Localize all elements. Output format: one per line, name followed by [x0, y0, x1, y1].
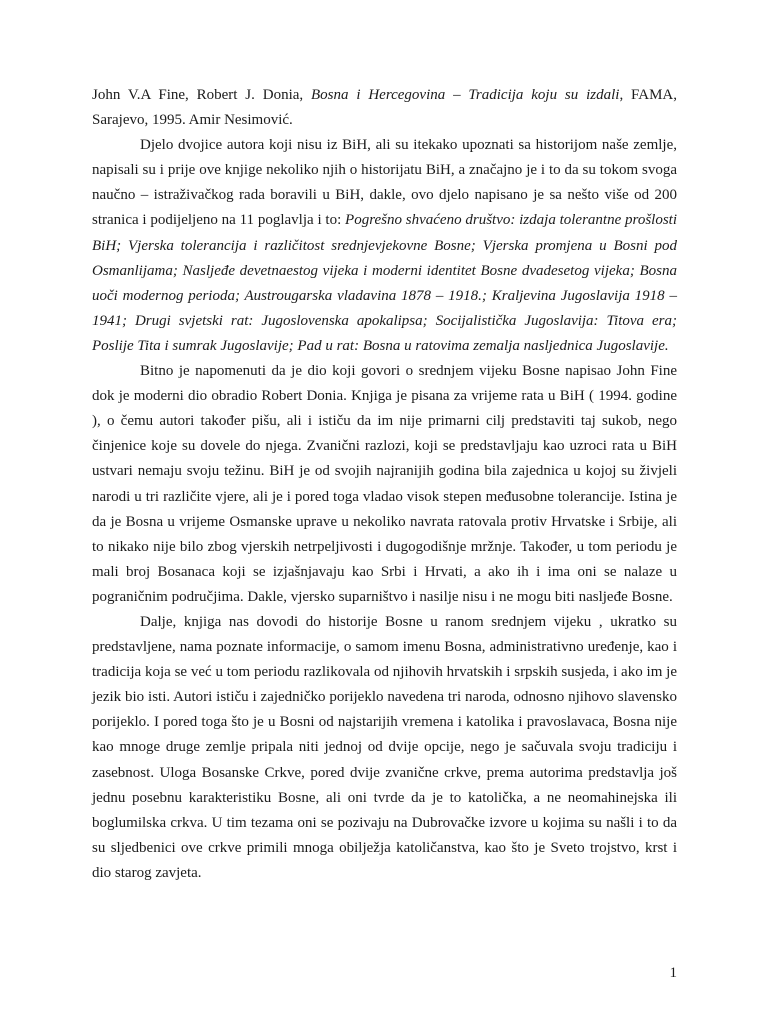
- paragraph-3: Dalje, knjiga nas dovodi do historije Bosne u ranom srednjem vijeku , ukratko su predstavljene, nama poznate informacije, o samom imenu Bosna, administrativno uređenje, kao i tradicija koja se već u tom periodu razlikovala od njihovih hrvatskih i srpskih susjeda, i ako im je jezik bio isti. Autori ističu i zajedničko porijeklo navedena tri naroda, odnosno njihovo slavensko porijeklo. I pored toga što je u Bosni od najstarijih vremena i katolika i pravoslavaca, Bosna nije kao mnoge druge zemlje pripala niti jednoj od dvije opcije, nego je sačuvala svoju tradiciju i zasebnost. Uloga Bosanske Crkve, pored dvije zvanične crkve, prema autorima predstavlja još jednu posebnu karakteristiku Bosne, ali oni tvrde da je to katolička, a ne neomahinejska ili boglumilska crkva. U tim tezama oni se pozivaju na Dubrovačke izvore u kojima su našli i to da su sljedbenici ove crkve primili mnoga obilježja katoličanstva, kao što je Sveto trojstvo, krst i dio starog zavjeta.: [92, 613, 677, 881]
- page-number: 1: [669, 965, 677, 981]
- citation-authors: John V.A Fine, Robert J. Donia,: [92, 87, 311, 103]
- citation-title: Bosna i Hercegovina – Tradicija koju su izdali: [310, 87, 620, 103]
- paragraph-1: [92, 133, 677, 359]
- paragraph-2: Bitno je napomenuti da je dio koji govori o srednjem vijeku Bosne napisao John Fine dok je moderni dio obradio Robert Donia. Knjiga je pisana za vrijeme rata u BiH ( 1994. godine ), o čemu autori također pišu, ali i ističu da im nije primarni cilj predstaviti taj sukob, nego činjenice koje su dovele do njega. Zvanični razlozi, koji se predstavljaju kao uzroci rata u BiH ustvari nemaju svoju težinu. BiH je od svojih najranijih godina bila zajednica u kojoj su živjeli narodi u tri različite vjere, ali je i pored toga vladao visok stepen međusobne tolerancije. Istina je da je Bosna u vrijeme Osmanske uprave u nekoliko navrata ratovala protiv Hrvatske i Srbije, ali to nikako nije bilo zbog vjerskih netrpeljivosti i dugogodišnje mržnje. Također, u tom periodu je mali broj Bosanaca koji se izjašnjavaju kao Srbi i Hrvati, a ako ih i ima oni se nalaze u pograničnim područjima. Dakle, vjersko suparništvo i nasilje nisu i ne mogu biti nasljeđe Bosne.: [92, 363, 677, 605]
- paragraph-1-text: Djelo dvojice autora koji nisu iz BiH, ali su itekako upoznati sa historijom naše zemlje, napisali su i prije ove knjige nekoliko njih o historijatu BiH, a značajno je i to da su tokom svoga naučno – istraživačkog rada boravili u BiH, dakle, ovo djelo napisano je sa nešto više od 200 stranica i podijeljeno na 11 poglavlja i to:: [92, 137, 677, 229]
- text-body: [92, 83, 677, 886]
- paragraph-1-chapter-list: Pogrešno shvaćeno društvo: izdaja tolerantne prošlosti BiH; Vjerska tolerancija i različitost srednjevjekovne Bosne; Vjerska promjena u Bosni pod Osmanlijama; Nasljeđe devetnaestog vijeka i moderni identitet Bosne dvadesetog vijeka; Bosna uoči modernog perioda; Austrougarska vladavina 1878 – 1918.; Kraljevina Jugoslavija 1918 – 1941; Drugi svjetski rat: Jugoslovenska apokalipsa; Socijalistička Jugoslavija: Titova era; Poslije Tita i sumrak Jugoslavije; Pad u rat: Bosna u ratovima zemalja nasljednica Jugoslavije.: [92, 212, 678, 354]
- citation: [92, 83, 677, 133]
- citation-publication: , FAMA, Sarajevo, 1995. Amir Nesimović.: [92, 87, 678, 129]
